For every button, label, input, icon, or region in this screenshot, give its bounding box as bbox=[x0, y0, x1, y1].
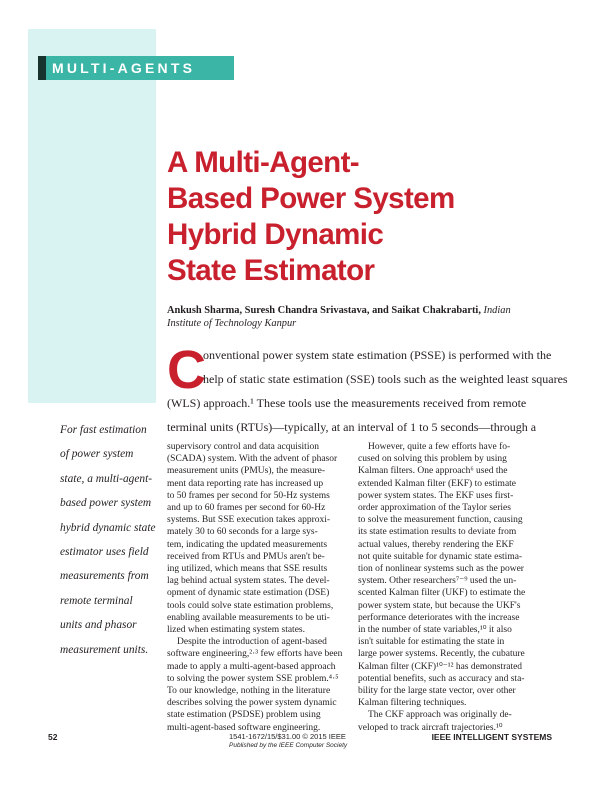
publisher-line: Published by the IEEE Computer Society bbox=[229, 742, 348, 749]
cyan-background-panel bbox=[28, 29, 156, 403]
pull-quote-line: remote terminal bbox=[60, 594, 133, 607]
body-line: supervisory control and data acquisition bbox=[167, 442, 319, 452]
body-line: The CKF approach was originally de- bbox=[368, 710, 512, 721]
body-line: tion of nonlinear systems such as the power bbox=[358, 564, 524, 575]
body-line: enabling available measurements to be uti- bbox=[167, 612, 330, 623]
author-names: Ankush Sharma, Suresh Chandra Srivastava, and Saikat Chakrabarti, bbox=[167, 305, 481, 316]
body-line: opment of dynamic state estimation (DSE) bbox=[167, 588, 330, 599]
body-line: Kalman filtering techniques. bbox=[358, 698, 467, 709]
author-byline bbox=[167, 304, 527, 330]
pull-quote-line: For fast estimation bbox=[60, 424, 147, 436]
pull-quote-line: hybrid dynamic state bbox=[60, 521, 156, 534]
article-title bbox=[167, 145, 567, 289]
pull-quote-line: measurement units. bbox=[60, 643, 149, 656]
body-line: large power systems. Recently, the cubature bbox=[358, 649, 525, 660]
pull-quote-line: based power system bbox=[60, 497, 152, 510]
body-line: ing utilized, which means that SSE results bbox=[167, 564, 328, 575]
body-line: lized when estimating system states. bbox=[167, 625, 305, 636]
body-line: To our knowledge, nothing in the literature bbox=[167, 686, 331, 697]
body-line: measurement units (PMUs), the measure- bbox=[167, 466, 326, 477]
pull-quote-line: estimator uses field bbox=[60, 546, 149, 559]
section-banner-accent bbox=[38, 56, 46, 80]
body-line: software engineering,²·³ few efforts have been bbox=[167, 649, 343, 660]
body-line: and up to 60 frames per second for 60-Hz bbox=[167, 503, 326, 514]
body-line: order approximation of the Taylor series bbox=[358, 503, 511, 514]
body-line: mately 30 to 60 seconds for a large sys- bbox=[167, 527, 318, 538]
body-line: state estimation (PSDSE) problem using bbox=[167, 710, 321, 721]
body-column-right bbox=[358, 441, 538, 734]
pull-quote-line: of power system bbox=[60, 448, 134, 461]
pull-quote-line: units and phasor bbox=[60, 619, 137, 632]
body-line: to solve the measurement function, causing bbox=[358, 515, 523, 526]
body-line: made to apply a multi-agent-based approach bbox=[167, 661, 336, 672]
body-line: systems. But SSE execution takes approxi- bbox=[167, 515, 331, 526]
pull-quote-line: state, a multi-agent- bbox=[60, 472, 153, 485]
body-line: veloped to track aircraft trajectories.¹⁰ bbox=[358, 722, 503, 733]
body-line: isn't suitable for estimating the state in bbox=[358, 637, 505, 648]
body-line: ment data reporting rate has increased up bbox=[167, 478, 324, 489]
title-line: Based Power System bbox=[167, 182, 455, 215]
issn-copyright: 1541-1672/15/$31.00 © 2015 IEEE bbox=[229, 732, 346, 741]
body-line: describes solving the power system dynamic bbox=[167, 698, 337, 709]
pull-quote-line: measurements from bbox=[60, 570, 149, 583]
body-line: potential benefits, such as accuracy and sta- bbox=[358, 673, 525, 684]
page-number: 52 bbox=[48, 732, 58, 742]
body-line: power system state, but because the UKF's bbox=[358, 600, 521, 611]
body-line: not quite suitable for dynamic state estima- bbox=[358, 551, 523, 562]
section-label: MULTI-AGENTS bbox=[52, 60, 196, 76]
body-line: lag behind actual system states. The devel- bbox=[167, 576, 330, 587]
body-line: received from RTUs and PMUs aren't be- bbox=[167, 551, 325, 562]
body-line: its state estimation results to deviate from bbox=[358, 527, 517, 538]
journal-name: IEEE INTELLIGENT SYSTEMS bbox=[431, 732, 552, 742]
body-line: extended Kalman filter (EKF) to estimate bbox=[358, 478, 517, 489]
body-line: bility for the large state vector, over other bbox=[358, 686, 516, 697]
body-line: actual values, thereby rendering the EKF bbox=[358, 539, 514, 550]
intro-line: onventional power system state estimation (PSSE) is performed with the bbox=[203, 348, 552, 362]
body-line: However, quite a few efforts have fo- bbox=[368, 442, 511, 452]
pull-quote bbox=[60, 418, 168, 662]
title-line: A Multi-Agent- bbox=[167, 146, 360, 179]
body-line: Kalman filters. One approach⁶ used the bbox=[358, 466, 508, 477]
author-affiliation: Indian Institute of Technology Kanpur bbox=[167, 305, 511, 329]
body-line: power system states. The EKF uses first- bbox=[358, 490, 514, 501]
title-line: Hybrid Dynamic bbox=[167, 218, 384, 251]
drop-cap: C bbox=[167, 340, 206, 400]
body-line: to 50 frames per second for 50-Hz systems bbox=[167, 490, 330, 501]
body-line: to solving the power system SSE problem.⁴·⁵ bbox=[167, 673, 339, 684]
body-line: multi-agent-based software engineering. bbox=[167, 722, 321, 733]
intro-line: (WLS) approach.¹ These tools use the measurements received from remote bbox=[167, 396, 527, 410]
body-column-left bbox=[167, 441, 347, 734]
body-line: system. Other researchers⁷⁻⁹ used the un- bbox=[358, 576, 517, 587]
intro-line: terminal units (RTUs)—typically, at an interval of 1 to 5 seconds—through a bbox=[167, 420, 537, 434]
body-line: Kalman filter (CKF)¹⁰⁻¹² has demonstrated bbox=[358, 661, 523, 672]
section-banner bbox=[38, 56, 234, 80]
body-line: scented Kalman filter (UKF) to estimate the bbox=[358, 588, 526, 599]
body-line: tem, indicating the updated measurements bbox=[167, 539, 328, 550]
body-line: cused on solving this problem by using bbox=[358, 454, 507, 465]
title-line: State Estimator bbox=[167, 254, 375, 287]
intro-line: help of static state estimation (SSE) tools such as the weighted least squares bbox=[203, 372, 568, 386]
body-line: in the number of state variables,¹⁰ it also bbox=[358, 625, 512, 636]
intro-paragraph bbox=[167, 340, 568, 435]
body-line: performance deteriorates with the increase bbox=[358, 612, 520, 623]
body-line: tools could solve state estimation problems, bbox=[167, 600, 334, 611]
body-line: Despite the introduction of agent-based bbox=[177, 637, 327, 648]
body-line: (SCADA) system. With the advent of phasor bbox=[167, 454, 338, 465]
